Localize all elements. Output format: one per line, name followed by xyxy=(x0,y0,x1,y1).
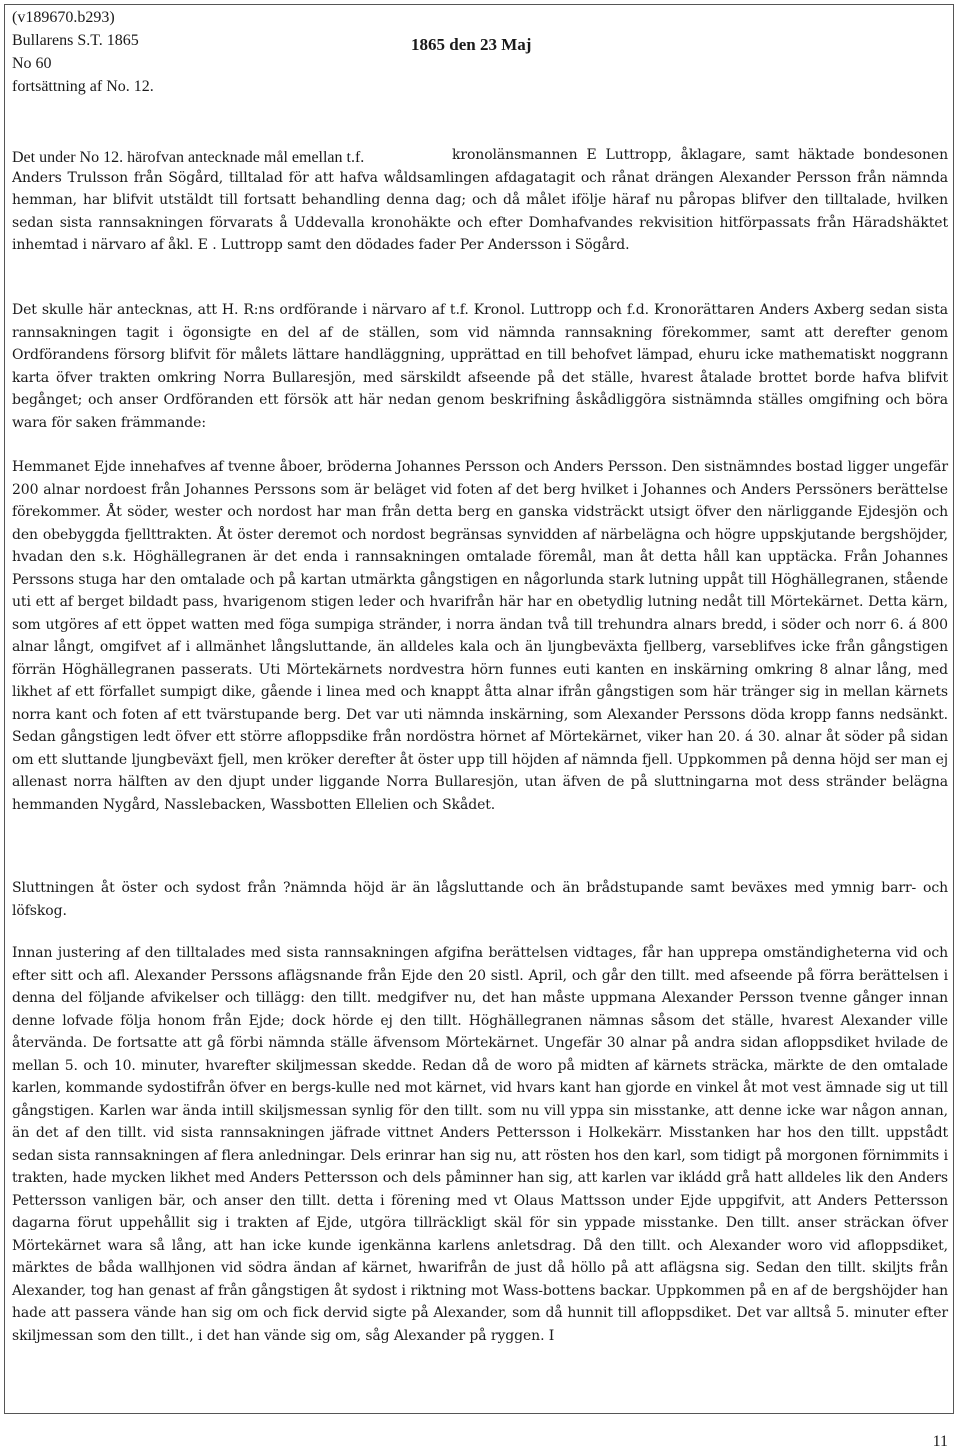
court-session: Bullarens S.T. 1865 xyxy=(12,32,139,49)
paragraph-testimony: Innan justering af den tilltalades med sista rannsakningen afgifna berättelsen vidtages, får han upprepa omständigheterna vid och efter sitt och afl. Alexander Perssons aflägsnande från Ejde den 20 sistl. April, och går den tillt. med afseende på förra berättelsen i denna del följande afvikelser och tillägg: den tillt. medgifver nu, det han måste uppmana Alexander Persson tvenne gånger innan denne lofvade följa honom från Ejde; dock hörde ej den tillt. Höghällegranen nämnas såsom det ställe, hvarest Alexander ville återvända. De fortsatte att gå förbi nämnda ställe äfvensom Mörtekärnet. Ungefär 30 alnar på andra sidan afloppsdiket hvilade de mellan 5. och 10. minuter, hvarefter skiljmessan skedde. Redan då de woro på midten af kärnets sträcka, märkte de den omtalade karlen, kommande sydostifrån öfver en bergs-kulle ned mot kärnet, vid hvars kant han gjorde en vinkel åt mot vest ämnade sig ut till gångstigen. Karlen war ända intill skiljsmessan synlig för den tillt. som nu vill yppa sin misstanke, att denne icke war någon annan, än det af den tillt. vid sista rannsakningen jäfrade vittnet Anders Pettersson i Holkekärr. Misstanken har hos den tillt. uppstådt sedan sista rannsakningen af flera anledningar. Dels erinrar han sig nu, att rösten hos den karl, som tidigt på morgonen förnimmits i trakten, hade mycken likhet med Anders Pettersson och dels påminner han sig, att karlen var ikládd grå hatt alldeles lik den Anders Pettersson vanligen bär, och anser den tillt. detta i förening med vt Olaus Mattsson under Ejde uppgifvit, att Anders Pettersson dagarna förut uppehållit sig i trakten af Ejde, utgöra tillräckligt skäl för sin yppade misstanke. Den tillt. anser sträckan öfver Mörtekärnet wara så lång, att han icke kunde igenkänna karlens anletsdrag. Då den tillt. och Alexander woro vid afloppsdiket, märktes de båda wallhjonen vid södra ändan af kärnet, hwarifrån de just då höllo på att aflägsna sig. Sedan den tillt. skiljts från Alexander, tog han genast af från gångstigen åt sydost i riktning mot Wass-bottens backar. Uppkommen på en af de bergshöjder han hade att passera vände han sig om och fick dervid sigte på Alexander, som då hunnit till afloppsdiket. Det var alltså 5. minuter efter skiljmessan som den tillt., i det han vände sig om, såg Alexander på ryggen. I xyxy=(12,945,948,1344)
paragraph-slope-description: Sluttningen åt öster och sydost från ?nämnda höjd är än lågsluttande och än brådstupande samt beväxes med ymnig barr- och löfskog. xyxy=(12,880,948,919)
document-reference xyxy=(12,6,154,98)
session-date: 1865 den 23 Maj xyxy=(411,35,532,54)
paragraph-case-opening: kronolänsmannen E Luttropp, åklagare, samt häktade bondesonen Anders Trulsson från Sögård, tilltalad för att hafva wåldsamlingen afdagatagit och rånat drängen Alexander Persson från nämnda hemman, har blifvit utstäldt till fortsatt behandling denna dag; och då målet iföljе häraf nu påropas blifver den tilltalade, hvilken sedan sista rannsakningen förvarats å Uddevalla kronohäkte och efter Domhafvandes rekvisition hitförpassats från Häradshäktet inhemtad i närvaro af åkl. E . Luttropp samt den dödades fader Per Andersson i Sögård. xyxy=(12,147,948,253)
case-number: No 60 xyxy=(12,55,52,72)
page-number: 11 xyxy=(932,1433,948,1450)
intro-fragment: Det under No 12. härofvan antecknade mål emellan t.f. xyxy=(12,149,365,166)
continuation-note: fortsättning af No. 12. xyxy=(12,78,154,95)
paragraph-terrain-description: Hemmanet Ejde innehafves af tvenne åboer, bröderna Johannes Persson och Anders Persson. Den sistnämndes bostad ligger ungefär 200 alnar nordoest från Johannes Perssons som är beläget vid foten af det berg hvilket i Johannes och Anders Perssöners berättelse förekommer. Åt söder, wester och nordost har man från detta berg en ganska vidsträckt utsigt öfver den närliggande Ejdesjön och den obebyggda fjellttrakten. Åt öster deremot och nordost begränsas synvidden af närbelägna och högre uppskjutande bergshöjder, hvadan den s.k. Höghällegranen är det enda i rannsakningen omtalade föremål, man åt detta håll kan upptäcka. Från Johannes Perssons stuga har den omtalade och på kartan utmärkta gångstigen en någorlunda stark lutning uppåt till Höghällegranen, stående uti ett af berget bildadt pass, hvarigenom stigen leder och hvarifrån här har en obetydlig lutning nedåt till Mörtekärnet. Detta kärn, som utgöres af ett öppet watten med föga sumpiga stränder, i norra ändan två till trehundra alnars bredd, i söder och norr 6. á 800 alnar långt, omgifvet af i allmänhet långsluttande, än alldeles kala och än ljungbeväxta fjellberg, varseblifves icke från gångstigen förrän Höghällegranen passerats. Uti Mörtekärnets nordvestra hörn funnes euti kanten en inskärning omkring 8 alnar lång, med likhet af ett förfallet sumpigt dike, gående i linea med och knappt åtta alnar ifrån gångstigen som här tränger sig in mellan kärnets norra kant och foten af ett tvärstupande berg. Det var uti nämnda inskärning, som Alexander Perssons döda kropp fanns nedsänkt. Sedan gångstigen ledt öfver ett större afloppsdike från nordöstra hörnet af Mörtekärnet, viker han 20. á 30. alnar åt söder på sidan om ett sluttande ljungbeväxt fjell, men kröker derefter åt öster upp till höjden af nämnda fjell. Uppkommen på denna höjd ser man ej allenast norra hälften av den djupt under liggande Norra Bullaresjön, utan äfven de på sluttningarna mot dess stränder belägna hemmanden Nygård, Nasslebacken, Wassbotten Ellelien och Skådet. xyxy=(12,459,948,813)
paragraph-site-inspection: Det skulle här antecknas, att H. R:ns ordförande i närvaro af t.f. Kronol. Luttropp och f.d. Kronorättaren Anders Axberg sedan sista rannsakningen tagit i ögonsigte en del af de ställen, som vid nämnda rannsakning förekommer, samt att derefter genom Ordförandens försorg blifvit för målets lättare handläggning, upprättad en till behofvet lämpad, ehuru icke mathematiskt noggrann karta öfver trakten omkring Norra Bullaresjön, med särskildt afseende på det ställe, hvarest åtalade brottet borde hafva blifvit begånget; och anser Ordföranden ett försök att här nedan genom beskrifning åskådliggöra sistnämnda ställes omgifning och böra wara för saken främmande: xyxy=(12,302,948,431)
reference-id: (v189670.b293) xyxy=(12,9,115,26)
